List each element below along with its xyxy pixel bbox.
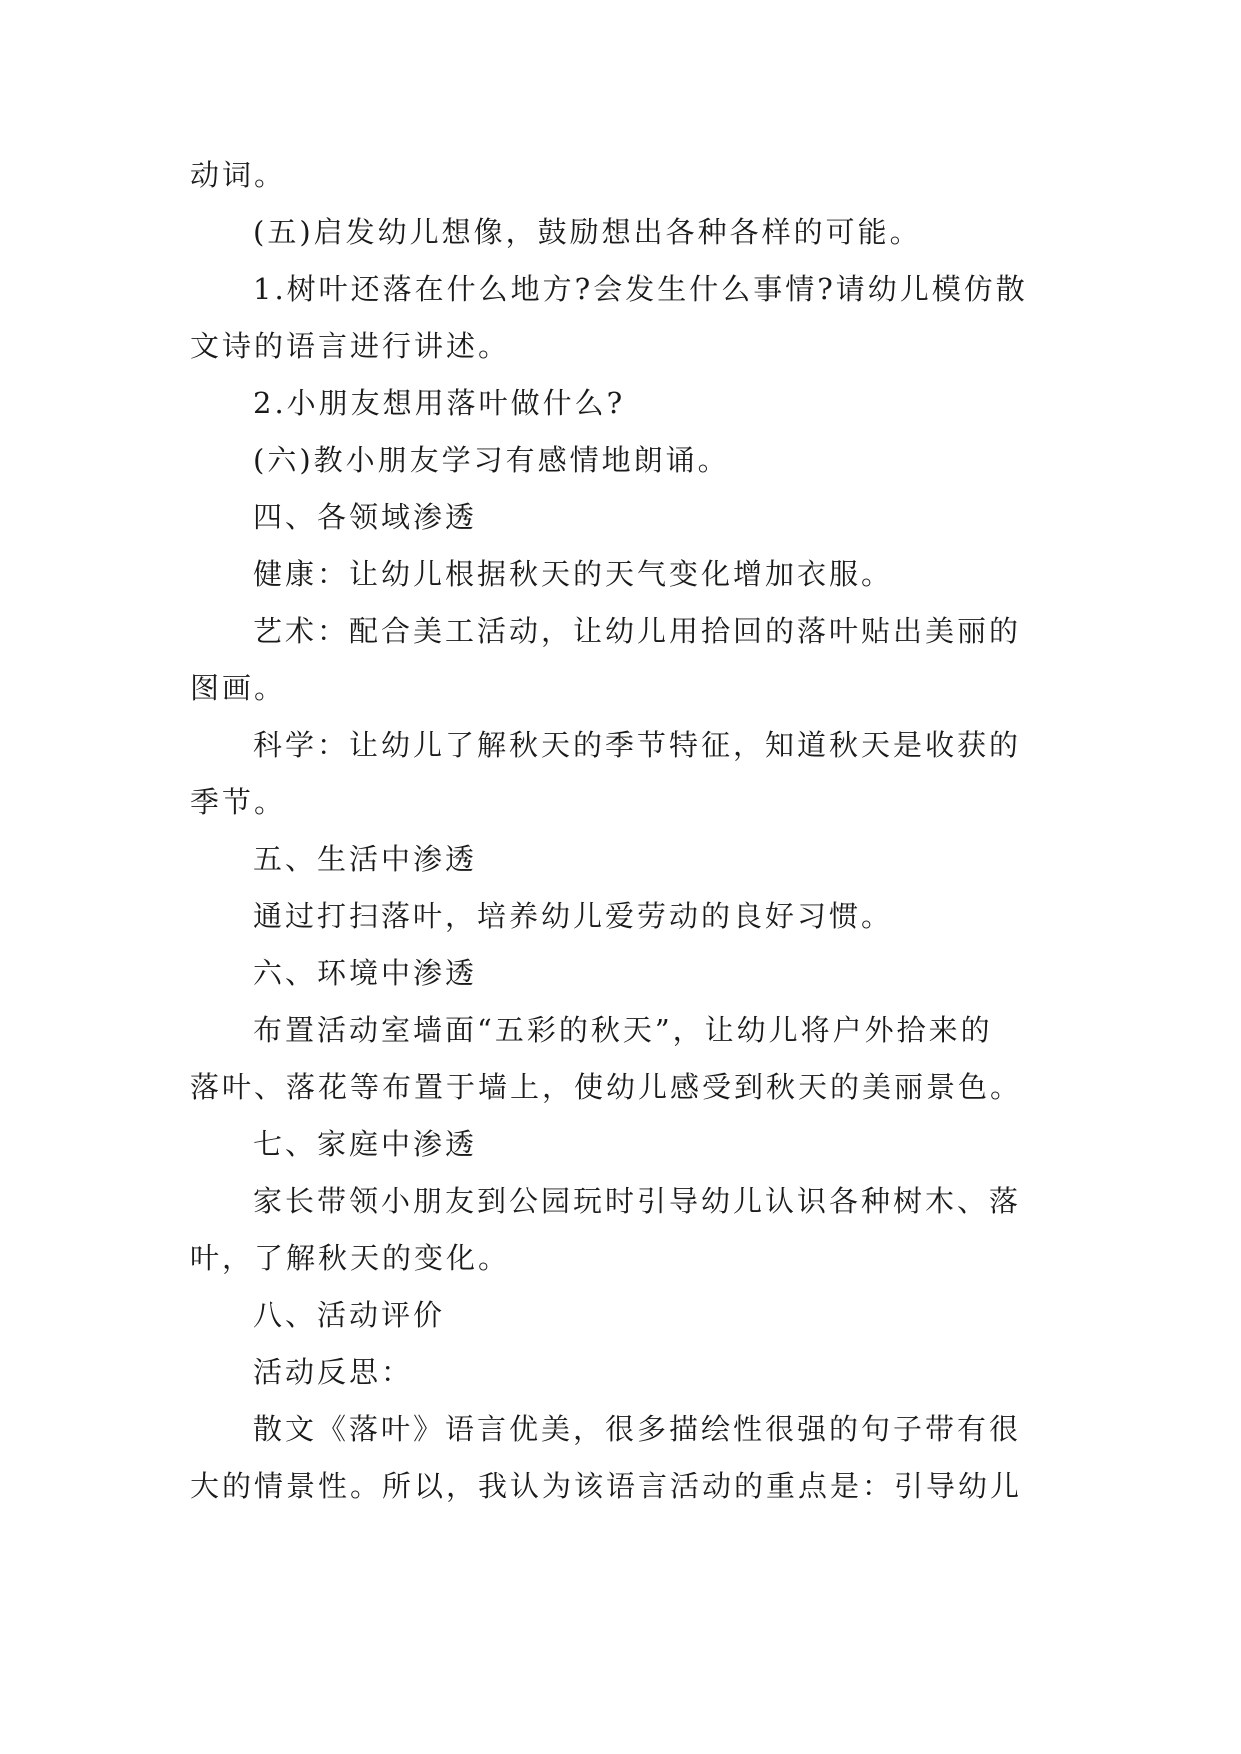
text-line: 大的情景性。所以，我认为该语言活动的重点是：引导幼儿 — [190, 1469, 1023, 1503]
text-line: 科学：让幼儿了解秋天的季节特征，知道秋天是收获的 — [253, 728, 1022, 762]
text-line: 文诗的语言进行讲述。 — [190, 329, 511, 363]
text-line: 图画。 — [190, 671, 287, 705]
text-line: 艺术：配合美工活动，让幼儿用拾回的落叶贴出美丽的 — [253, 614, 1022, 648]
text-line: 动词。 — [190, 158, 287, 192]
text-line: 季节。 — [190, 785, 287, 819]
text-line: 健康：让幼儿根据秋天的天气变化增加衣服。 — [253, 557, 894, 591]
text-line: 落叶、落花等布置于墙上，使幼儿感受到秋天的美丽景色。 — [190, 1070, 1023, 1104]
section-heading: 五、生活中渗透 — [253, 842, 478, 876]
section-heading: 四、各领域渗透 — [253, 500, 478, 534]
section-heading: 八、活动评价 — [253, 1298, 446, 1332]
text-line: (六)教小朋友学习有感情地朗诵。 — [253, 443, 730, 477]
text-line: 散文《落叶》语言优美，很多描绘性很强的句子带有很 — [253, 1412, 1022, 1446]
text-line: 活动反思： — [253, 1355, 414, 1389]
section-heading: 六、环境中渗透 — [253, 956, 478, 990]
text-line: 1.树叶还落在什么地方?会发生什么事情?请幼儿模仿散 — [253, 272, 1028, 306]
text-line: (五)启发幼儿想像，鼓励想出各种各样的可能。 — [253, 215, 922, 249]
text-line: 通过打扫落叶，培养幼儿爱劳动的良好习惯。 — [253, 899, 894, 933]
text-line: 布置活动室墙面“五彩的秋天”，让幼儿将户外拾来的 — [253, 1013, 993, 1047]
text-line: 家长带领小朋友到公园玩时引导幼儿认识各种树木、落 — [253, 1184, 1022, 1218]
text-line: 2.小朋友想用落叶做什么? — [253, 386, 626, 420]
section-heading: 七、家庭中渗透 — [253, 1127, 478, 1161]
text-line: 叶，了解秋天的变化。 — [190, 1241, 511, 1275]
